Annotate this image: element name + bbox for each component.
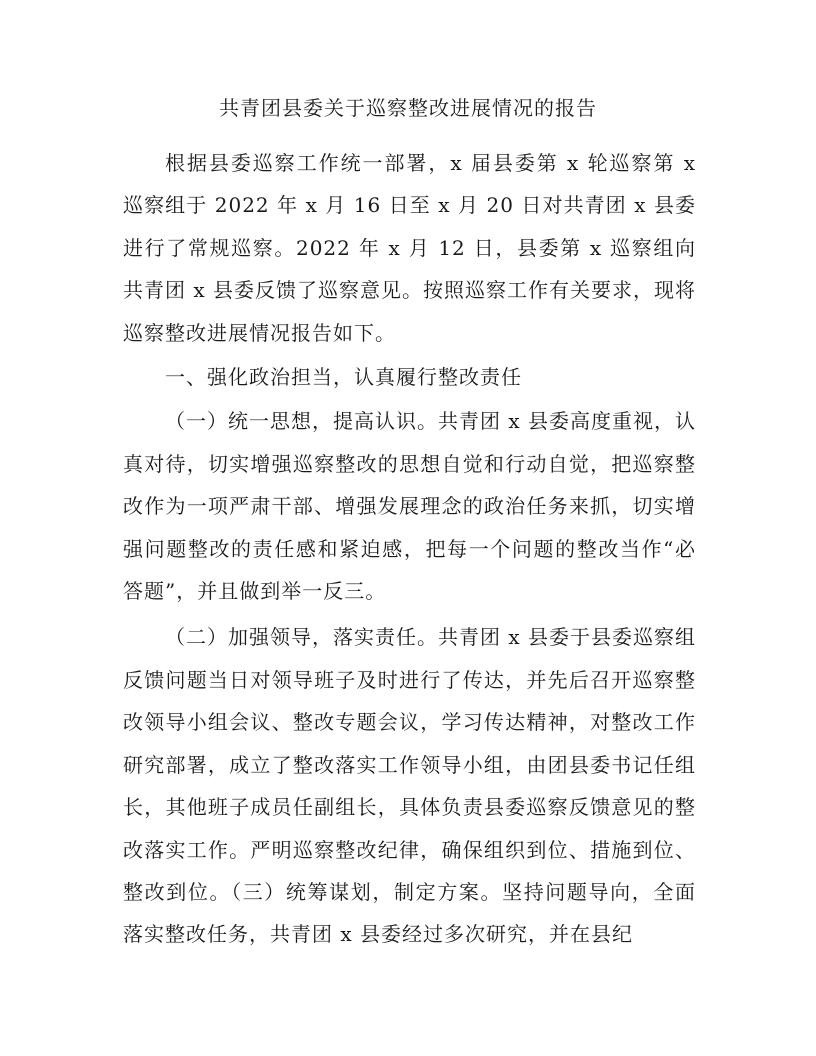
paragraph-intro: 根据县委巡察工作统一部署，x 届县委第 x 轮巡察第 x 巡察组于 2022 年 x 月 16 日至 x 月 20 日对共青团 x 县委进行了常规巡察。2022 年 x 月 12 日，县委第 x 巡察组向共青团 x 县委反馈了巡察意见。按照巡察工作有关要求，现将巡察整改进展情况报告如下。 <box>123 151 696 345</box>
paragraph-1-1: （一）统一思想，提高认识。共青团 x 县委高度重视，认真对待，切实增强巡察整改的思想自觉和行动自觉，把巡察整改作为一项严肃干部、增强发展理念的政治任务来抓，切实增强问题整改的责任感和紧迫感，把每一个问题的整改当作“必答题”，并且做到举一反三。 <box>123 409 696 604</box>
document-title: 共青团县委关于巡察整改进展情况的报告 <box>219 96 597 120</box>
section-heading-1: 一、强化政治担当，认真履行整改责任 <box>165 365 522 390</box>
document-body <box>123 142 696 956</box>
paragraph-1-2: （二）加强领导，落实责任。共青团 x 县委于县委巡察组反馈问题当日对领导班子及时进行了传达，并先后召开巡察整改领导小组会议、整改专题会议，学习传达精神，对整改工作研究部署，成立了整改落实工作领导小组，由团县委书记任组长，其他班子成员任副组长，具体负责县委巡察反馈意见的整改落实工作。严明巡察整改纪律，确保组织到位、措施到位、整改到位。（三）统筹谋划，制定方案。坚持问题导向，全面落实整改任务，共青团 x 县委经过多次研究，并在县纪 <box>123 625 696 947</box>
